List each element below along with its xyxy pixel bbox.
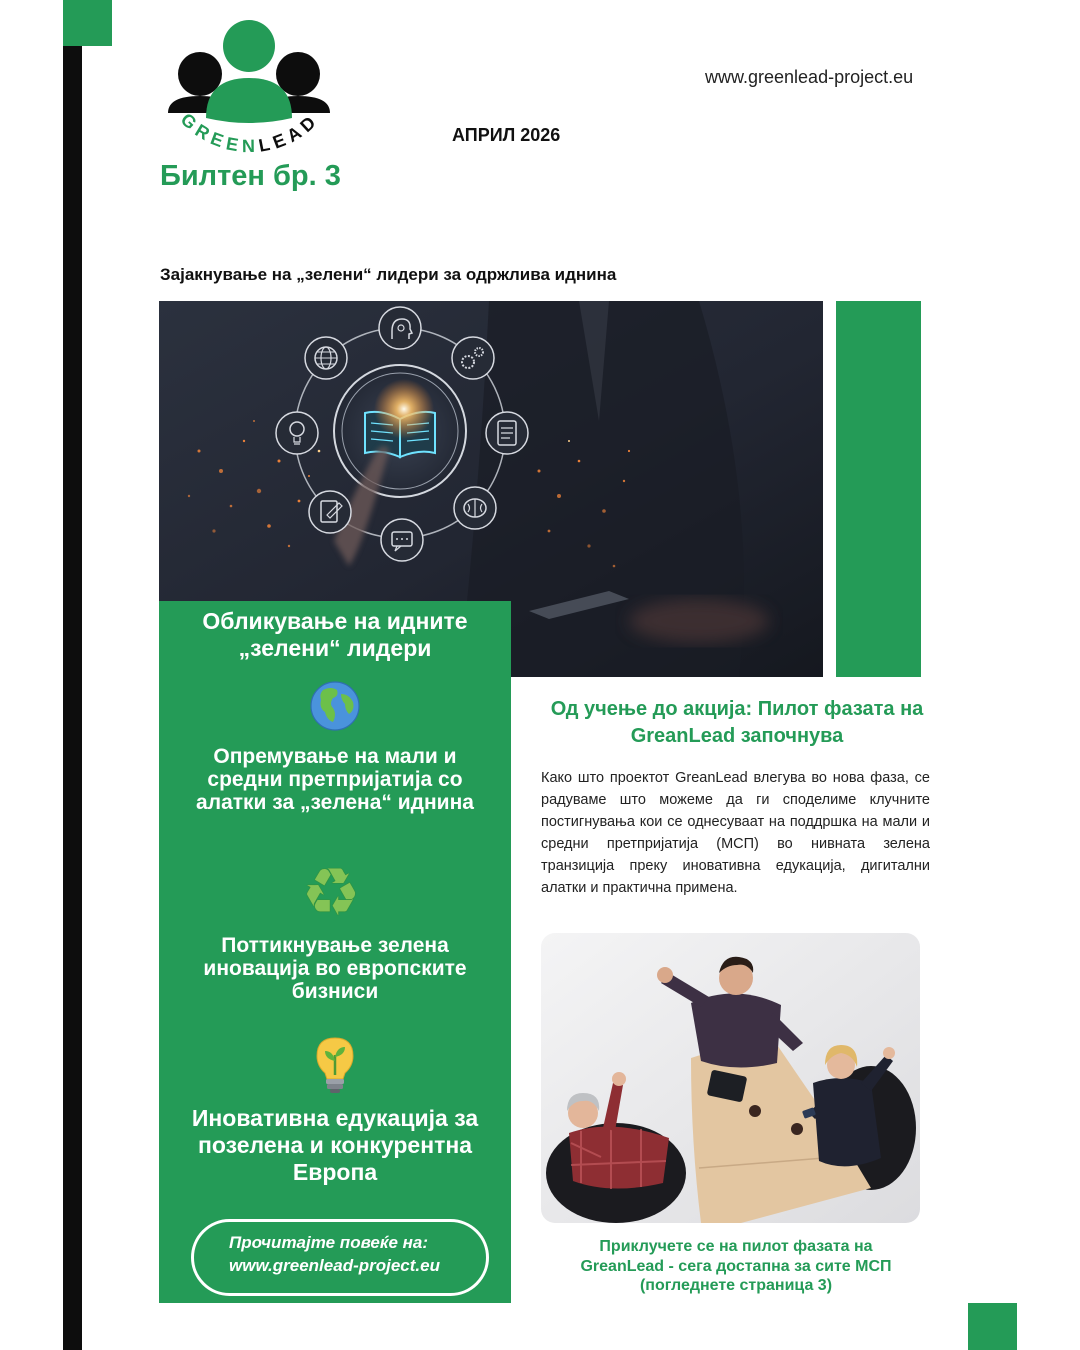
greenlead-logo: [160, 14, 350, 164]
head-gear-icon: [379, 307, 421, 349]
team-photo: [541, 933, 920, 1223]
chat-icon: [381, 519, 423, 561]
corner-square-bottom: [968, 1303, 1017, 1350]
logo-head-center: [223, 20, 275, 72]
earth-icon: [309, 680, 361, 732]
article-body: Како што проектот GreanLead влегува во нова фаза, се радуваме што можеме да ги споделиме клучните постигнувања кои се однесуваат на поддршка на мали и средни претпријатија (МСП) во нивната зелена транзиција преку иновативна едукација, дигитални алатки и практична примена.: [541, 770, 930, 896]
photo-caption: Приклучете се на пилот фазата на GreanLead - сега достапна за сите МСП (погледнете страница 3): [580, 1238, 892, 1294]
checklist-icon: [486, 412, 528, 454]
corner-square-top: [63, 0, 112, 46]
issue-date: АПРИЛ 2026: [452, 125, 561, 145]
website-link[interactable]: www.greenlead-project.eu: [705, 67, 914, 87]
lightbulb-icon: [276, 412, 318, 454]
side-bar: [63, 46, 82, 1350]
panel-item-text: Иновативна едукација за позелена и конкурентна Европа: [191, 1105, 479, 1185]
recycle-icon: ♻: [301, 854, 361, 931]
read-more-text[interactable]: [229, 1231, 440, 1277]
coffee-cup: [749, 1105, 761, 1117]
panel-item-text: Опремување на мали и средни претпријатија со алатки за „зелена“ иднина: [196, 745, 474, 814]
article-heading: Од учење до акција: Пилот фазата на GreanLead започнува: [550, 698, 924, 747]
logo-wordmark: GREENLEAD: [176, 109, 324, 157]
brain-icon: [454, 487, 496, 529]
read-more-label: Прочитајте повеќе на:: [229, 1233, 429, 1252]
read-more-url[interactable]: www.greenlead-project.eu: [229, 1256, 440, 1275]
accent-bar: [836, 301, 921, 677]
coffee-cup: [791, 1123, 803, 1135]
globe-icon: [305, 337, 347, 379]
newsletter-subtitle: Зајакнување на „зелени“ лидери за одржлива иднина: [160, 265, 617, 284]
book-icon: [334, 365, 466, 497]
panel-item-text: Поттикнување зелена иновација во европските бизниси: [203, 934, 467, 1003]
newsletter-title: Билтен бр. 3: [160, 160, 341, 192]
panel-heading: Обликување на идните „зелени“ лидери: [202, 608, 468, 661]
gears-icon: [452, 337, 494, 379]
lightbulb-sprout-icon: [307, 1035, 363, 1095]
notepad-icon: [309, 491, 351, 533]
